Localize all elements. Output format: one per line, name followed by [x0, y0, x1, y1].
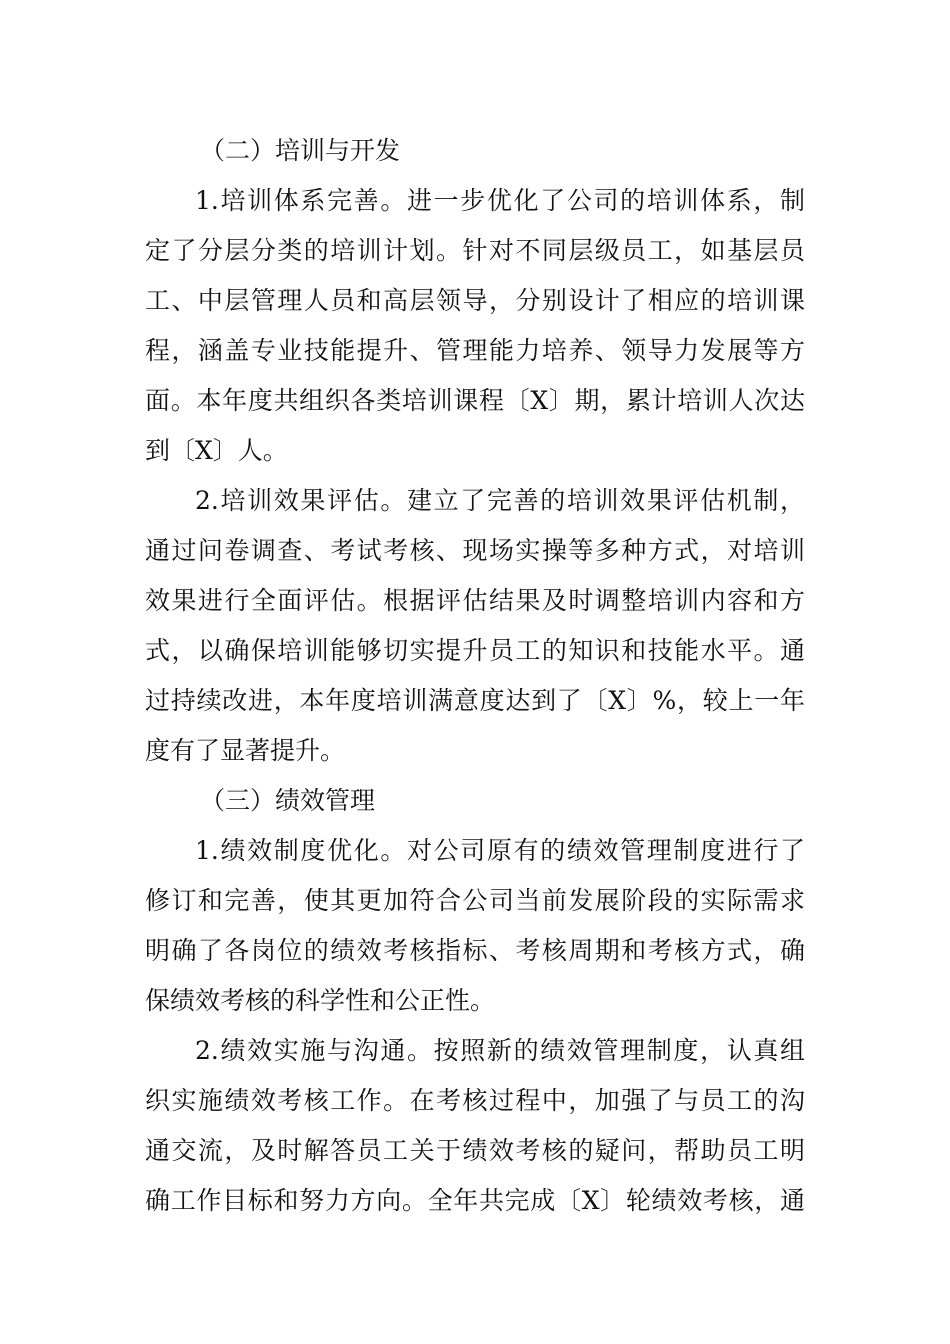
paragraph-line: 定了分层分类的培训计划。针对不同层级员工，如基层员 [145, 236, 805, 265]
paragraph-line: 1.培训体系完善。进一步优化了公司的培训体系，制 [195, 186, 805, 215]
paragraph-line: 2.培训效果评估。建立了完善的培训效果评估机制， [195, 486, 805, 515]
section-heading-training: （二）培训与开发 [200, 136, 401, 165]
paragraph-line: 程，涵盖专业技能提升、管理能力培养、领导力发展等方 [145, 336, 805, 365]
paragraph-line: 过持续改进，本年度培训满意度达到了〔X〕%，较上一年 [145, 686, 805, 715]
paragraph-line: 面。本年度共组织各类培训课程〔X〕期，累计培训人次达 [145, 386, 805, 415]
paragraph-line: 明确了各岗位的绩效考核指标、考核周期和考核方式，确 [145, 936, 805, 965]
paragraph-line: 效果进行全面评估。根据评估结果及时调整培训内容和方 [145, 586, 805, 615]
paragraph-line: 通过问卷调查、考试考核、现场实操等多种方式，对培训 [145, 536, 805, 565]
paragraph-line: 1.绩效制度优化。对公司原有的绩效管理制度进行了 [195, 836, 805, 865]
paragraph-line: 式，以确保培训能够切实提升员工的知识和技能水平。通 [145, 636, 805, 665]
paragraph-line: 织实施绩效考核工作。在考核过程中，加强了与员工的沟 [145, 1086, 805, 1115]
paragraph-line: 2.绩效实施与沟通。按照新的绩效管理制度，认真组 [195, 1036, 805, 1065]
paragraph-line: 度有了显著提升。 [145, 736, 346, 765]
paragraph-line: 通交流，及时解答员工关于绩效考核的疑问，帮助员工明 [145, 1136, 805, 1165]
paragraph-line: 修订和完善，使其更加符合公司当前发展阶段的实际需求 [145, 886, 805, 915]
paragraph-line: 确工作目标和努力方向。全年共完成〔X〕轮绩效考核，通 [145, 1186, 805, 1215]
section-heading-performance: （三）绩效管理 [200, 786, 376, 815]
paragraph-line: 工、中层管理人员和高层领导，分别设计了相应的培训课 [145, 286, 805, 315]
paragraph-line: 到〔X〕人。 [145, 436, 288, 465]
paragraph-line: 保绩效考核的科学性和公正性。 [145, 986, 496, 1015]
